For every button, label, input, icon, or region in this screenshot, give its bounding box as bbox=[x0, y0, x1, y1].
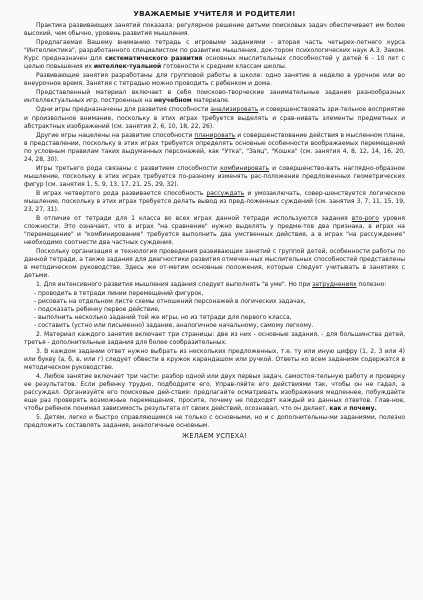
text: материале. bbox=[191, 97, 230, 105]
text: В играх четвертого рода развивается способность bbox=[36, 189, 207, 197]
underlined-term: анализировать bbox=[210, 106, 259, 114]
emphasis: систематического развития bbox=[105, 55, 203, 63]
text: и совершенствовать зри-тельное восприятие и произвольное внимание, поскольку в этих играх требуется выделять и срав-нивать элементы предметных и абстрактных изображений (см. занятия 2, 6, 10, 18, 22, 26). bbox=[24, 106, 405, 130]
paragraph-combine bbox=[24, 165, 405, 189]
text: 1. Для интенсивного развития мышления задания следует выполнять "в уме". Но при bbox=[36, 281, 313, 289]
text: В отличие от тетради для 1 класса во всех играх данной тетради используются задания bbox=[36, 215, 352, 223]
text: полезно: bbox=[356, 281, 387, 289]
text: готовности к средним классам школы. bbox=[161, 63, 287, 71]
closing-line: ЖЕЛАЕМ УСПЕХА! bbox=[182, 432, 247, 441]
emphasis: как bbox=[329, 405, 342, 413]
paragraph-course bbox=[24, 39, 405, 71]
paragraph-material bbox=[24, 89, 405, 105]
list-item: - выполнить несколько заданий той же игры, но из тетради для первого класса, bbox=[34, 313, 292, 321]
underlined-term: рассуждать bbox=[206, 189, 245, 197]
text: Игры третьего рода связаны с развитием способности bbox=[36, 164, 221, 172]
underlined-term: вто-рого bbox=[351, 215, 379, 223]
emphasis: почему. bbox=[349, 405, 377, 413]
paragraph-point-1 bbox=[24, 281, 405, 289]
emphasis: интеллек-туальной bbox=[93, 63, 162, 71]
text: и совершенствование действия в мысленном плане, в представлении, поскольку в этих играх требуется определять основные особенности воображаемых перемещений по условным правилам таких выдуманных персонажей, как "Утка", "Заяц", "Кошка" (см. занятия 4, 8, 12, 14, 16, 20, 24, 28, 30). bbox=[24, 131, 405, 163]
text: Другие игры нацелены на развитие способности bbox=[36, 131, 195, 139]
list-item: - составить (устно или письменно) задание, аналогичное начальному, самому легкому. bbox=[34, 321, 314, 329]
text: и умозаключать, совер-шенствуется логическое мышление, поскольку в этих играх требуется делать вывод из пред-ложенных суждений (см. занятия 3, 7, 11, 15, 19, 23, 27, 31). bbox=[24, 189, 406, 214]
paragraph-analyze bbox=[24, 106, 405, 130]
paragraph-level bbox=[24, 215, 405, 247]
list-item: - рисовать на отдельном листе схемы отношений персонажей в логических задачах, bbox=[34, 297, 306, 305]
paragraph-point-5: 5. Детям, легко и быстро справляющимся не только с основными, но и с дополнительны-ми заданиями, полезно предложить составлять задания, аналогичные основным. bbox=[24, 414, 405, 430]
underlined-term: затруднениях bbox=[312, 281, 357, 289]
underlined-term: комбинировать bbox=[220, 164, 270, 172]
paragraph-intro: Практика развивающих занятий показала: регулярное решение детьми поисковых задач обеспечивает им более высокий, чем обычно, уровень развития мышления. bbox=[24, 22, 405, 38]
paragraph-format: Развивающие занятия разработаны для групповой работы в школе: одно занятие в неделю в урочное или во внеурочное время. Занятия с тетрадью можно проводить с ребенком и дома. bbox=[24, 72, 405, 88]
paragraph-point-4 bbox=[24, 373, 405, 413]
paragraph-plan bbox=[24, 132, 405, 164]
text: уровня сложности. Это означает, что в играх "на сравнение" нужно выделять у предме-тов два признака, в играх на "перемещение" и "комбинирование" требуется выполнить два умственных действия, а в играх "на рассуждение" необходимо соотнести два частных суждения. bbox=[24, 215, 405, 247]
text: Представленный материал включает в себя поисково-творческие занимательные задания разнообразных интеллектуальных игр, построенных на bbox=[24, 89, 405, 105]
underlined-term: планировать bbox=[194, 131, 236, 139]
list-item: - проводить в тетради линии перемещений фигурок, bbox=[34, 289, 204, 297]
text: основных мыслительных способностей у детей 6 - 10 лет с целью повышения их bbox=[24, 55, 405, 71]
paragraph-point-3: 3. В каждом задании ответ нужно выбрать из нескольких предложенных, т.е. ту или иную цифру (1, 2, 3 или 4) или букву (а, б, в, или г) следует обвести в кружок карандашом или ручкой. Ответы ко всем заданиям содержатся в методическом руководстве. bbox=[24, 347, 405, 371]
text: 4. Любое занятие включает три части: разбор одной или двух первых задач, самостоя-тельную работу и проверку ее результатов. Если ребенку трудно, подбодрите его. Управ-ляйте его действиями так, чтобы он не гадал, а рассуждал. Организуйте его поисковые дей-ствия: предлагайте осматривать изображения медленнее, побуждайте еще раз проверять возможные перемещения, просите, почему не подходят каждый из данных ответов. Глав-ное, чтобы ребенок понимал зависимость результата от своих действий, осознавал, что он делает, bbox=[24, 372, 405, 413]
text: Одни игры предназначены для развития способности bbox=[36, 106, 211, 114]
text: и bbox=[341, 405, 350, 413]
emphasis: неучебном bbox=[153, 97, 192, 105]
list-item: - подсказать ребенку первое действие, bbox=[34, 305, 160, 313]
text: Предлагаемая Вашему вниманию тетрадь с игровыми заданиями - вторая часть четырех-летнего курса "Интеллектика", разработанного специалистом по развитию мышления, док-тором психологических наук А.З. Заком. Курс предназначен для bbox=[24, 39, 405, 63]
text: и совершенство-вать наглядно-образное мышление, поскольку в этих играх требуется по-разному изменять рас-положение предложенных геометрических фигур (см. занятия 1, 5, 9, 13, 17, 21, 25, 29, 32). bbox=[24, 164, 405, 188]
page-title: УВАЖАЕМЫЕ УЧИТЕЛЯ И РОДИТЕЛИ! bbox=[133, 9, 296, 18]
paragraph-reason bbox=[24, 190, 405, 214]
paragraph-point-2: 2. Материал каждого занятия включает три страницы: две из них - основные задания, - для большинства детей, третья - дополнительные задания для более сообразительных. bbox=[24, 330, 405, 346]
paragraph-organization: Поскольку организация и технология проведения развивающих занятий с группой детей, особенности работы по данной тетради, а также задания для диагностики развития отмечен-ных мыслительных способностей представлены в методическом руководстве. Здесь же от-метим основные положения, которые следует учитывать в занятиях с детьми. bbox=[24, 248, 405, 280]
